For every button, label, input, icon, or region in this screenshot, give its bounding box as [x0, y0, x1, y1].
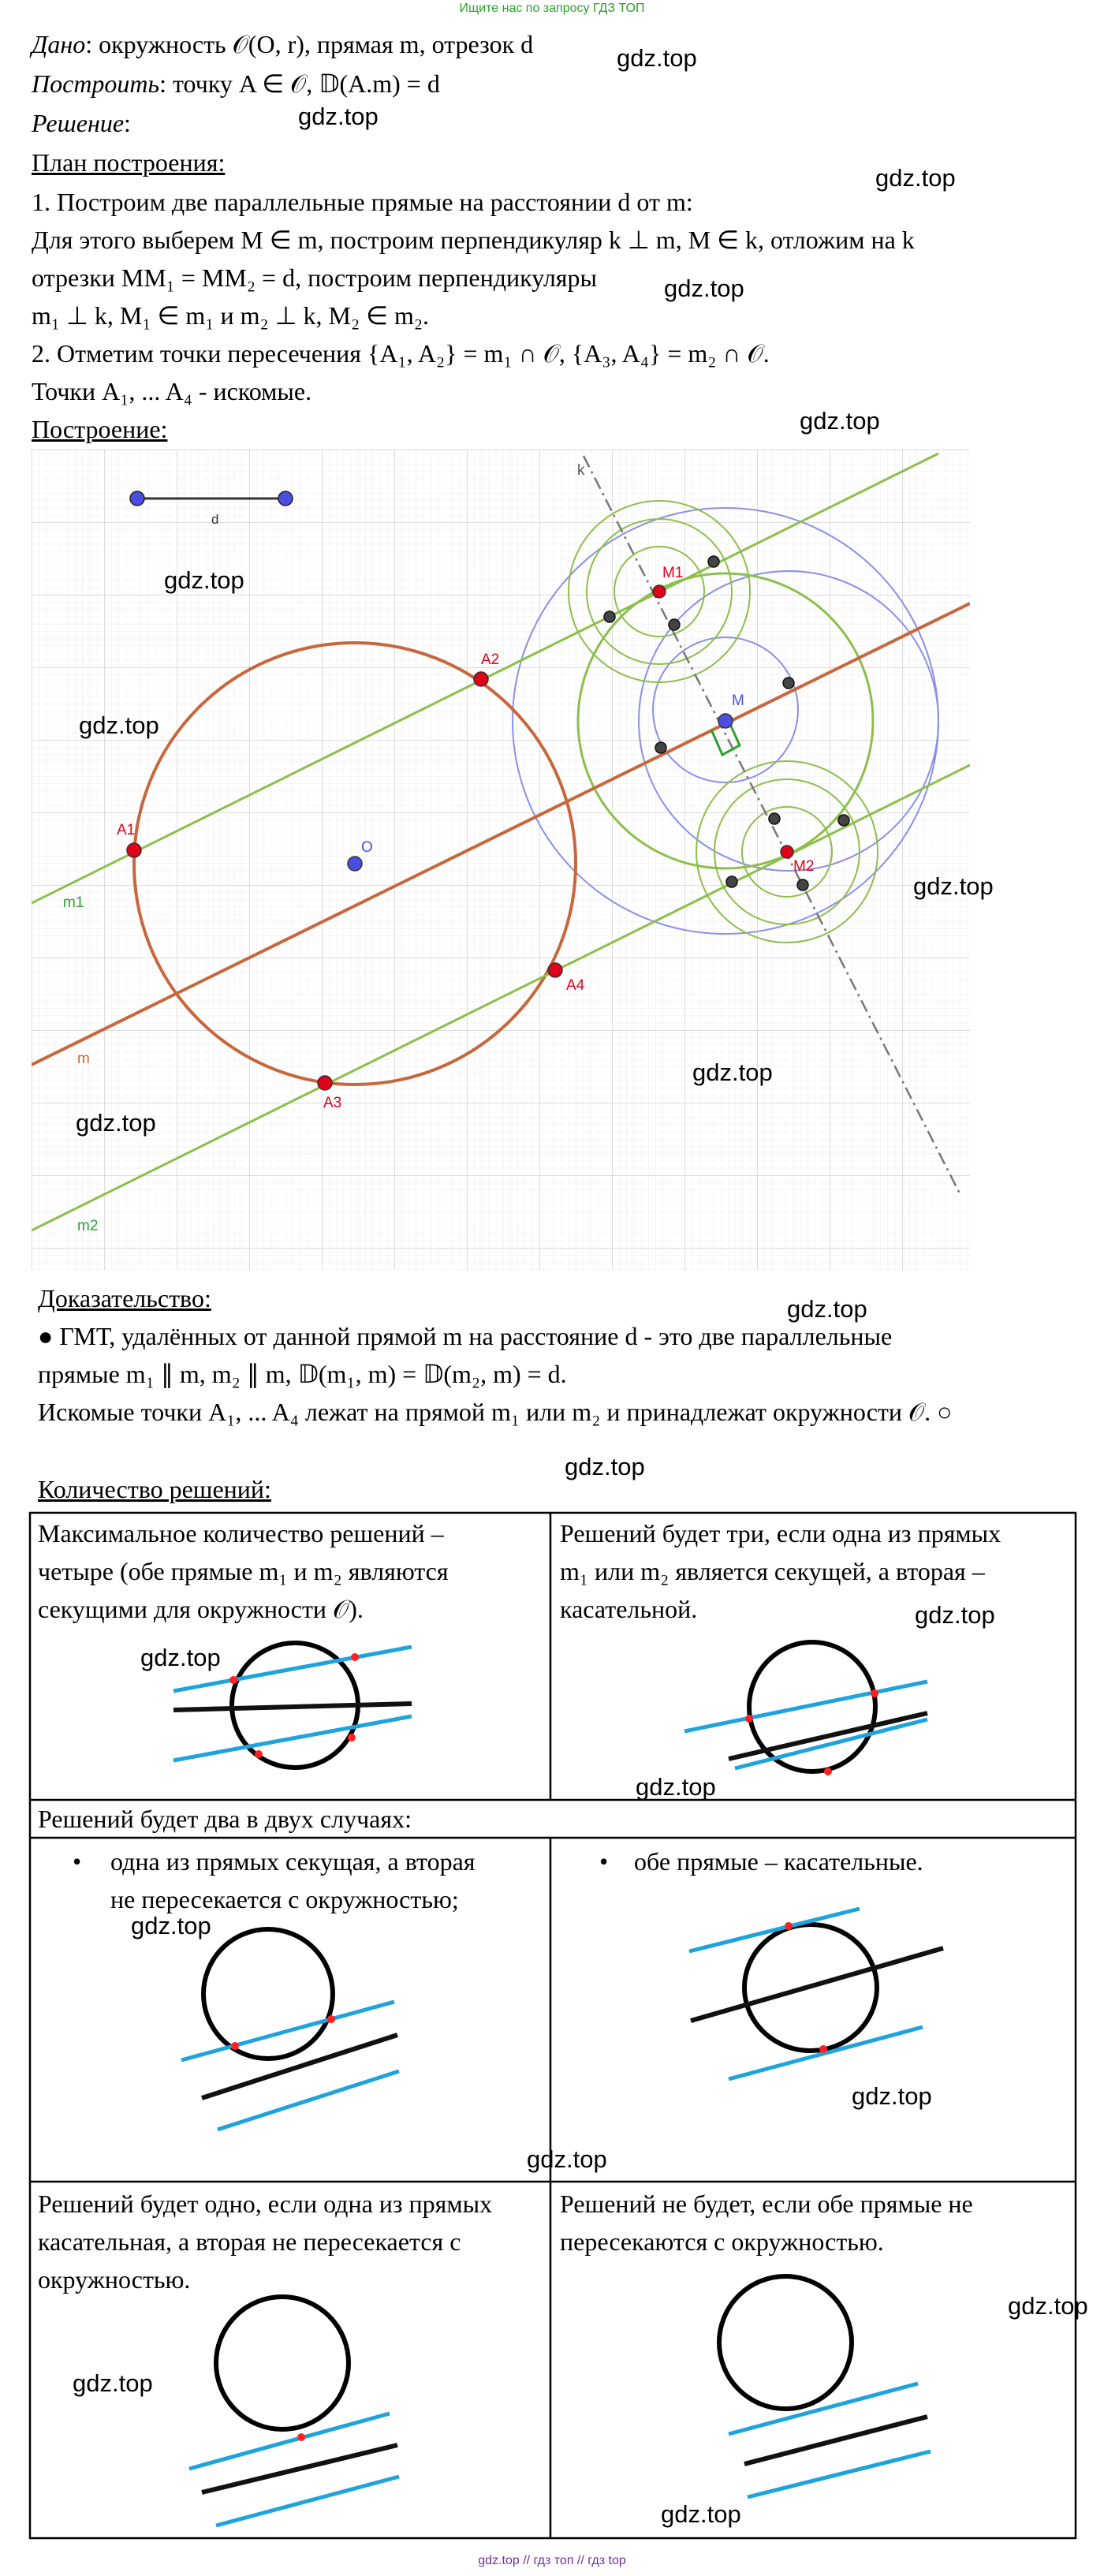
- intersection-point: [255, 1750, 263, 1758]
- point-a3-label: A3: [323, 1095, 342, 1111]
- plan-line: Точки A₁, ... A₄ - искомые.: [32, 377, 312, 405]
- diagram-one-solution: [189, 2297, 399, 2526]
- proof-line: ● ГМТ, удалённых от данной прямой m на расстояние d - это две параллельные: [38, 1322, 893, 1350]
- case-line: одна из прямых секущая, а вторая: [110, 1847, 476, 1876]
- watermark: gdz.top: [852, 2082, 932, 2110]
- intersection-point: [824, 1768, 832, 1775]
- case-line: касательная, а вторая не пересекается с: [38, 2227, 461, 2256]
- plan-line: 2. Отметим точки пересечения {A₁, A₂} = m₁ ∩ 𝒪, {A₃, A₄} = m₂ ∩ 𝒪.: [32, 339, 770, 368]
- solution-colon: :: [124, 109, 131, 137]
- diagram-line-m2: [173, 1716, 412, 1760]
- case-one-text: [38, 2185, 492, 2298]
- diagram-three-solutions: [684, 1642, 927, 1775]
- case-two-a-text: [110, 1842, 476, 1918]
- watermark: gdz.top: [800, 407, 880, 435]
- line-m-label: m: [77, 1051, 90, 1067]
- watermark: gdz.top: [140, 1644, 221, 1671]
- watermark: gdz.top: [664, 274, 744, 302]
- case-line: четыре (обе прямые m₁ и m₂ являются: [38, 1557, 449, 1585]
- intersection-point: [745, 1715, 753, 1723]
- intersection-point: [297, 2433, 305, 2441]
- point-a4-label: A4: [566, 977, 585, 994]
- case-line: касательной.: [560, 1595, 698, 1623]
- point-a2-label: A2: [481, 651, 500, 668]
- case-line: пересекаются с окружностью.: [560, 2227, 884, 2256]
- plan-line: отрезки MM₁ = MM₂ = d, построим перпендикуляры: [32, 263, 598, 292]
- watermark: gdz.top: [915, 1601, 995, 1629]
- diagram-zero-solutions: [719, 2276, 931, 2497]
- watermark: gdz.top: [1008, 2292, 1088, 2320]
- point-m2-label: M2: [793, 858, 815, 875]
- bottom-note: gdz.top // гдз топ // гдз top: [478, 2554, 626, 2567]
- watermark: gdz.top: [131, 1912, 211, 1939]
- diagram-line-m: [691, 1948, 943, 2021]
- watermark: gdz.top: [617, 44, 697, 72]
- case-line: не пересекается с окружностью;: [110, 1885, 459, 1913]
- intersection-point: [819, 2045, 827, 2053]
- line-k-label: k: [577, 462, 585, 479]
- case-line: секущими для окружности 𝒪).: [38, 1595, 364, 1623]
- diagram-two-solutions-a: [181, 1929, 399, 2130]
- given-label: Дано: [32, 30, 86, 58]
- case-line: m₁ или m₂ является секущей, а вторая –: [560, 1557, 985, 1585]
- plan-line: 1. Построим две параллельные прямые на расстоянии d от m:: [32, 188, 693, 216]
- proof-line: Искомые точки A₁, ... A₄ лежат на прямой m₁ или m₂ и принадлежат окружности 𝒪. ○: [38, 1398, 953, 1426]
- diagram-line-m2: [729, 2027, 923, 2079]
- intersection-point: [871, 1689, 878, 1697]
- case-line: окружностью.: [38, 2265, 191, 2294]
- intersection-point: [229, 1676, 237, 1684]
- intersection-point: [351, 1653, 359, 1661]
- point-a1-label: A1: [117, 822, 136, 838]
- case-line: Решений не будет, если обе прямые не: [560, 2190, 973, 2218]
- watermark: gdz.top: [79, 711, 159, 739]
- line-m2-label: m2: [77, 1218, 99, 1234]
- count-heading: Количество решений:: [38, 1475, 271, 1503]
- diagram-circle: [203, 1929, 333, 2059]
- case-zero-text: [560, 2185, 973, 2261]
- intersection-point: [348, 1734, 356, 1742]
- watermark: gdz.top: [298, 103, 379, 130]
- intersection-point: [327, 2015, 335, 2023]
- diagram-circle: [719, 2276, 852, 2409]
- diagram-line-m2: [735, 1719, 927, 1768]
- case-two-b-text: [634, 1842, 923, 1880]
- case-line: Решений будет три, если одна из прямых: [560, 1519, 1001, 1547]
- proof-heading: Доказательство:: [38, 1284, 211, 1312]
- given-text: : окружность 𝒪(O, r), прямая m, отрезок d: [85, 30, 534, 58]
- diagram-line-m: [173, 1704, 412, 1710]
- bullet: •: [599, 1847, 609, 1876]
- bullet: •: [73, 1847, 82, 1876]
- watermark: gdz.top: [76, 1109, 156, 1137]
- watermark: gdz.top: [164, 566, 244, 594]
- diagram-line-m2: [218, 2071, 399, 2130]
- plan-heading: План построения:: [32, 148, 226, 177]
- watermark: gdz.top: [73, 2369, 153, 2397]
- point-m1-label: M1: [662, 565, 684, 581]
- watermark: gdz.top: [692, 1058, 773, 1086]
- top-note: Ищите нас по запросу ГДЗ ТОП: [459, 2, 645, 15]
- point-m-label: M: [732, 693, 744, 709]
- diagram-line-m1: [189, 2414, 390, 2469]
- watermark: gdz.top: [565, 1453, 645, 1480]
- intersection-point: [785, 1922, 793, 1930]
- case-two-title: Решений будет два в двух случаях:: [38, 1805, 412, 1833]
- solution-label: Решение: [32, 109, 125, 137]
- plan-line: Для этого выберем M ∈ m, построим перпендикуляр k ⊥ m, M ∈ k, отложим на k: [32, 226, 915, 254]
- case-line: обе прямые – касательные.: [634, 1847, 923, 1876]
- construction-heading: Построение:: [32, 415, 168, 443]
- case-line: Максимальное количество решений –: [38, 1519, 444, 1547]
- watermark: gdz.top: [913, 872, 994, 900]
- watermark: gdz.top: [636, 1773, 716, 1801]
- plan-line: m₁ ⊥ k, M₁ ∈ m₁ и m₂ ⊥ k, M₂ ∈ m₂.: [32, 301, 430, 330]
- watermark: gdz.top: [527, 2145, 607, 2173]
- watermark: gdz.top: [661, 2500, 741, 2528]
- case-line: Решений будет одно, если одна из прямых: [38, 2190, 493, 2218]
- proof-line: прямые m₁ ∥ m, m₂ ∥ m, 𝔻(m₁, m) = 𝔻(m₂, m) = d.: [38, 1360, 567, 1388]
- diagram-two-solutions-b: [689, 1909, 943, 2079]
- case-four-text: [38, 1514, 449, 1628]
- line-m1-label: m1: [63, 894, 84, 911]
- segment-d-label: d: [211, 512, 219, 527]
- intersection-point: [231, 2042, 239, 2050]
- construct-text: : точку A ∈ 𝒪, 𝔻(A.m) = d: [159, 69, 440, 98]
- diagram-circle: [216, 2297, 349, 2429]
- construct-label: Построить: [32, 69, 160, 98]
- watermark: gdz.top: [787, 1295, 867, 1323]
- point-o-label: O: [361, 839, 373, 856]
- watermark: gdz.top: [875, 164, 956, 192]
